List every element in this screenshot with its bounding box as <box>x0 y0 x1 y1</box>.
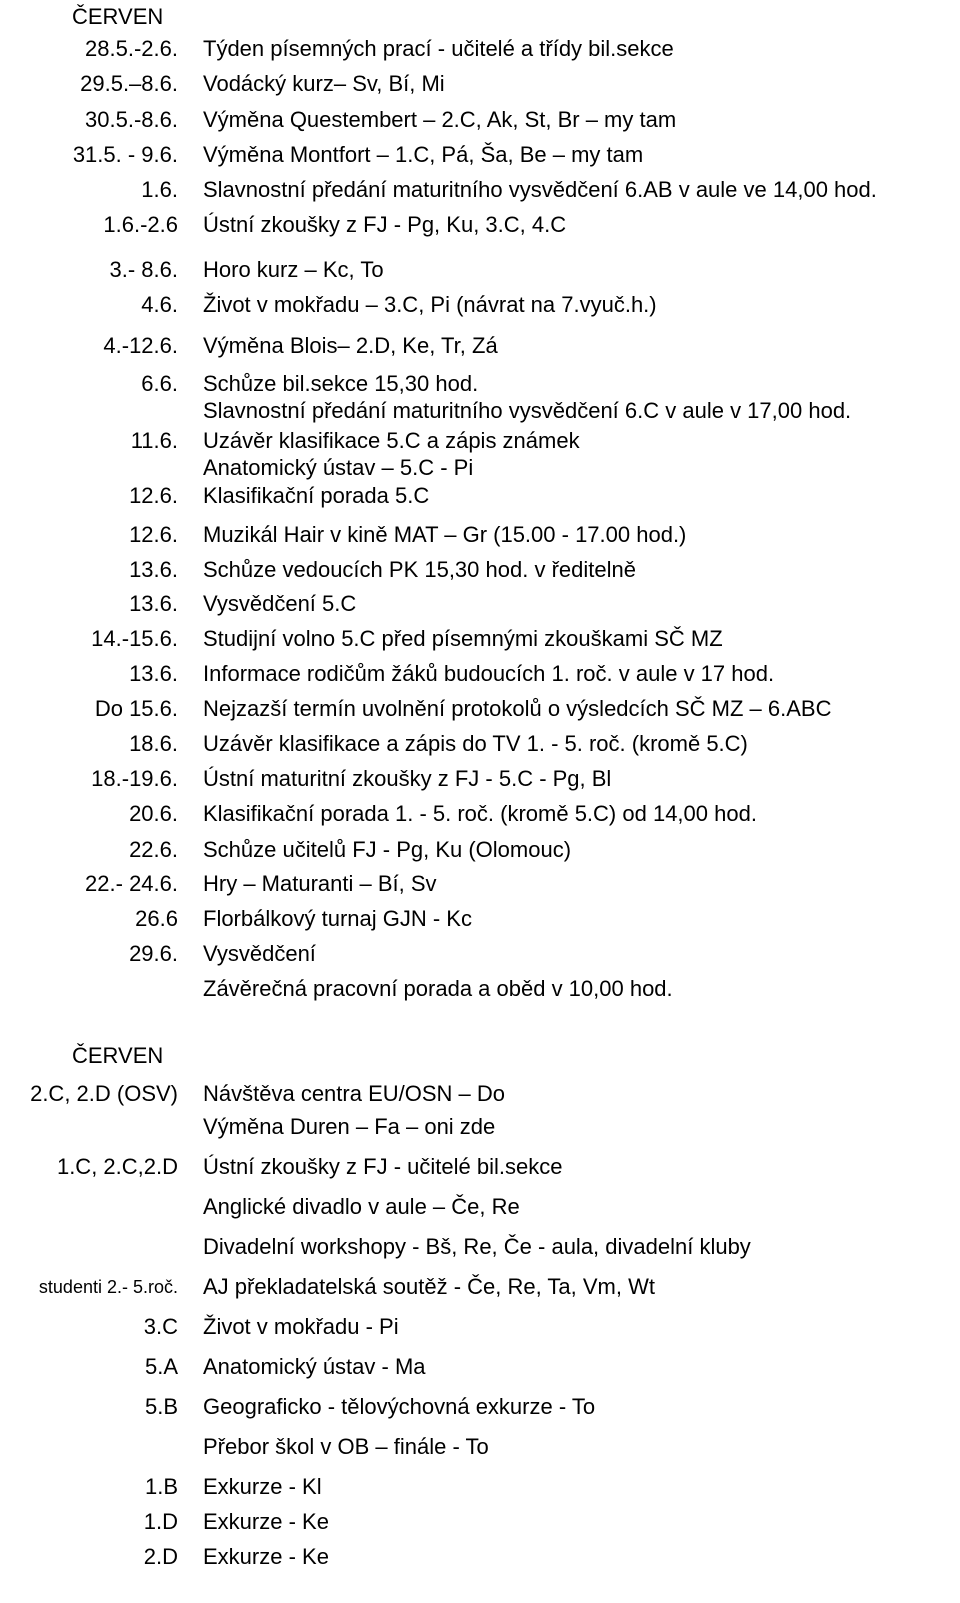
schedule-row <box>0 104 960 136</box>
row-date: 4.6. <box>141 292 178 317</box>
schedule-row <box>0 763 960 795</box>
schedule-row <box>0 209 960 241</box>
row-date: 18.6. <box>129 731 178 756</box>
row-event: Anatomický ústav – 5.C - Pi <box>203 455 474 480</box>
schedule-row <box>0 728 960 760</box>
schedule-row <box>0 1351 960 1383</box>
row-event: Uzávěr klasifikace a zápis do TV 1. - 5. roč. (kromě 5.C) <box>203 731 748 756</box>
section2-heading: ČERVEN <box>72 1043 164 1068</box>
row-event: Vysvědčení 5.C <box>203 591 357 616</box>
row-date: 13.6. <box>129 661 178 686</box>
row-event: Přebor škol v OB – finále - To <box>203 1434 489 1459</box>
row-event: Ústní zkoušky z FJ - Pg, Ku, 3.C, 4.C <box>203 212 567 237</box>
schedule-row <box>0 289 960 321</box>
row-event: Exkurze - Ke <box>203 1544 329 1569</box>
row-date: 11.6. <box>130 428 178 453</box>
row-date: 20.6. <box>129 801 178 826</box>
row-event: Schůze učitelů FJ - Pg, Ku (Olomouc) <box>203 837 572 862</box>
row-event: Divadelní workshopy - Bš, Re, Če - aula, divadelní kluby <box>203 1234 751 1259</box>
row-date: 1.6. <box>141 177 178 202</box>
schedule-row <box>0 1191 960 1223</box>
row-event: Muzikál Hair v kině MAT – Gr (15.00 - 17.00 hod.) <box>203 522 687 547</box>
row-date: 13.6. <box>129 591 178 616</box>
schedule-row <box>0 1151 960 1183</box>
row-event: Anatomický ústav - Ma <box>203 1354 426 1379</box>
row-date: 12.6. <box>129 483 178 508</box>
row-event: Geograficko - tělovýchovná exkurze - To <box>203 1394 596 1419</box>
schedule-row <box>0 1541 960 1573</box>
row-date: 26.6 <box>135 906 178 931</box>
row-date: 31.5. - 9.6. <box>72 142 178 167</box>
schedule-row <box>0 693 960 725</box>
schedule-row <box>0 868 960 900</box>
schedule-row <box>0 834 960 866</box>
schedule-row <box>0 554 960 586</box>
schedule-row <box>0 1431 960 1463</box>
schedule-row <box>0 658 960 690</box>
row-date: 1.B <box>144 1474 178 1499</box>
row-event: Hry – Maturanti – Bí, Sv <box>203 871 437 896</box>
row-date: 6.6. <box>141 371 178 396</box>
row-date: 30.5.-8.6. <box>85 107 178 132</box>
row-event: Závěrečná pracovní porada a oběd v 10,00 hod. <box>203 976 673 1001</box>
schedule-row <box>0 973 960 1005</box>
schedule-row <box>0 1471 960 1503</box>
row-event: Horo kurz – Kc, To <box>203 257 384 282</box>
row-event: Informace rodičům žáků budoucích 1. roč. v aule v 17 hod. <box>203 661 775 686</box>
row-date: 2.C, 2.D (OSV) <box>30 1081 178 1106</box>
row-event: Návštěva centra EU/OSN – Do <box>203 1081 506 1106</box>
row-event: AJ překladatelská soutěž - Če, Re, Ta, Vm, Wt <box>203 1274 655 1299</box>
row-event: Život v mokřadu – 3.C, Pi (návrat na 7.vyuč.h.) <box>203 292 657 317</box>
schedule-row <box>0 1391 960 1423</box>
row-event: Klasifikační porada 1. - 5. roč. (kromě 5.C) od 14,00 hod. <box>203 801 757 826</box>
schedule-row <box>0 174 960 206</box>
row-date: 4.-12.6. <box>103 333 178 358</box>
row-date: 3.C <box>143 1314 178 1339</box>
schedule-row <box>0 68 960 100</box>
row-event: Vodácký kurz– Sv, Bí, Mi <box>203 71 445 96</box>
row-event: Anglické divadlo v aule – Če, Re <box>203 1194 520 1219</box>
row-event: Život v mokřadu - Pi <box>203 1314 399 1339</box>
row-event: Schůze bil.sekce 15,30 hod. <box>203 371 479 396</box>
row-event: Výměna Questembert – 2.C, Ak, St, Br – my tam <box>203 107 677 132</box>
row-date: 29.5.–8.6. <box>80 71 178 96</box>
schedule-row <box>0 588 960 620</box>
row-event: Výměna Blois– 2.D, Ke, Tr, Zá <box>203 333 498 358</box>
row-event: Ústní zkoušky z FJ - učitelé bil.sekce <box>203 1154 563 1179</box>
row-date: 14.-15.6. <box>91 626 178 651</box>
row-event: Týden písemných prací - učitelé a třídy bil.sekce <box>203 36 674 61</box>
schedule-row <box>0 519 960 551</box>
row-event: Slavnostní předání maturitního vysvědčení 6.C v aule v 17,00 hod. <box>203 398 852 423</box>
row-event: Výměna Duren – Fa – oni zde <box>203 1114 496 1139</box>
schedule-row <box>0 139 960 171</box>
row-event: Ústní maturitní zkoušky z FJ - 5.C - Pg, Bl <box>203 766 612 791</box>
row-date: 13.6. <box>129 557 178 582</box>
schedule-row <box>0 1506 960 1538</box>
schedule-row <box>0 1111 960 1143</box>
row-event: Studijní volno 5.C před písemnými zkouškami SČ MZ <box>203 626 723 651</box>
row-date: studenti 2.- 5.roč. <box>38 1277 178 1297</box>
schedule-row <box>0 33 960 65</box>
row-date: 22.- 24.6. <box>85 871 178 896</box>
schedule-row <box>0 1311 960 1343</box>
row-event: Výměna Montfort – 1.C, Pá, Ša, Be – my tam <box>203 142 644 167</box>
row-event: Vysvědčení <box>203 941 316 966</box>
row-date: 18.-19.6. <box>91 766 178 791</box>
row-event: Klasifikační porada 5.C <box>203 483 430 508</box>
row-event: Exkurze - Kl <box>203 1474 322 1499</box>
schedule-row <box>0 395 960 427</box>
row-date: 2.D <box>143 1544 178 1569</box>
row-date: 28.5.-2.6. <box>85 36 178 61</box>
row-event: Nejzazší termín uvolnění protokolů o výsledcích SČ MZ – 6.ABC <box>203 696 832 721</box>
row-event: Uzávěr klasifikace 5.C a zápis známek <box>203 428 580 453</box>
row-event: Schůze vedoucích PK 15,30 hod. v ředitelně <box>203 557 636 582</box>
row-date: Do 15.6. <box>94 696 178 721</box>
row-date: 1.D <box>143 1509 178 1534</box>
schedule-row <box>0 1078 960 1110</box>
row-date: 12.6. <box>129 522 178 547</box>
row-date: 1.C, 2.C,2.D <box>56 1154 178 1179</box>
row-event: Slavnostní předání maturitního vysvědčení 6.AB v aule ve 14,00 hod. <box>203 177 877 202</box>
schedule-row <box>0 1271 960 1303</box>
row-date: 5.B <box>144 1394 178 1419</box>
schedule-row <box>0 480 960 512</box>
schedule-row <box>0 330 960 362</box>
row-date: 1.6.-2.6 <box>103 212 178 237</box>
schedule-row <box>0 623 960 655</box>
row-date: 29.6. <box>129 941 178 966</box>
row-date: 5.A <box>144 1354 178 1379</box>
row-event: Florbálkový turnaj GJN - Kc <box>203 906 472 931</box>
row-event: Exkurze - Ke <box>203 1509 329 1534</box>
schedule-row <box>0 938 960 970</box>
schedule-row <box>0 798 960 830</box>
schedule-row <box>0 1231 960 1263</box>
schedule-row <box>0 254 960 286</box>
row-date: 3.- 8.6. <box>109 257 178 282</box>
section1-heading: ČERVEN <box>72 4 164 29</box>
row-date: 22.6. <box>129 837 178 862</box>
schedule-row <box>0 903 960 935</box>
